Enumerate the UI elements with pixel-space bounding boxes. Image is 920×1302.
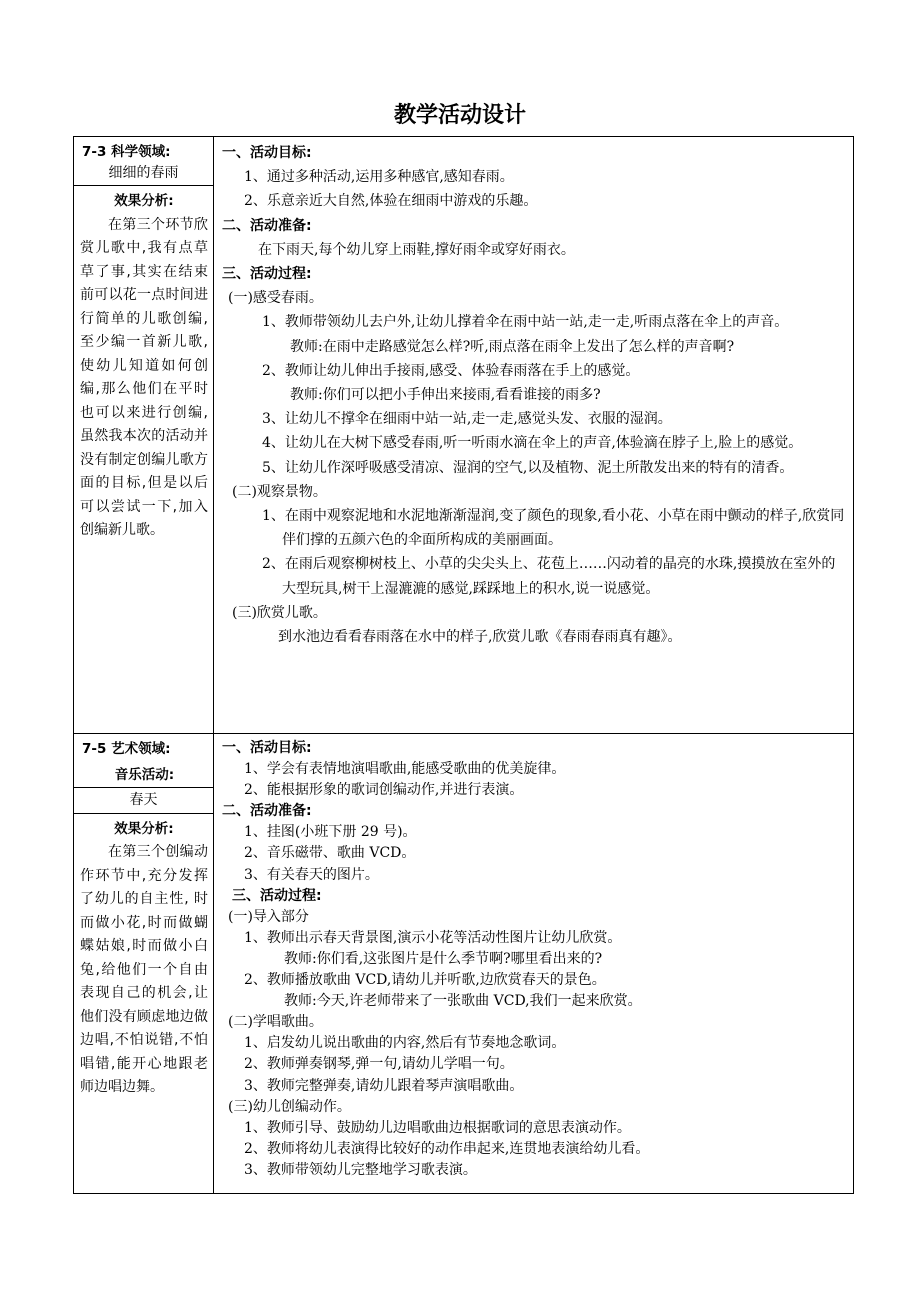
section-heading: 一、活动目标: — [222, 740, 312, 756]
page-title: 教学活动设计 — [393, 103, 526, 128]
domain-code: 7-5 艺术领域: — [82, 741, 171, 757]
step-item: 1、在雨中观察泥地和水泥地渐渐湿润,变了颜色的现象,看小花、小草在雨中颤动的样子,欣赏同伴们撑的五颜六色的伞面所构成的美丽画面。 — [262, 508, 845, 549]
prep-text: 在下雨天,每个幼儿穿上雨鞋,撑好雨伞或穿好雨衣。 — [258, 241, 575, 258]
right-cell — [214, 734, 854, 1194]
section-heading: 三、活动过程: — [222, 266, 312, 283]
step-item: 1、启发幼儿说出歌曲的内容,然后有节奏地念歌词。 — [244, 1035, 566, 1052]
left-cell — [74, 734, 214, 1194]
activity-name: 细细的春雨 — [108, 164, 179, 181]
teacher-line: 教师:在雨中走路感觉怎么样?听,雨点落在雨伞上发出了怎么样的声音啊? — [290, 338, 735, 355]
step-item: 4、让幼儿在大树下感受春雨,听一听雨水滴在伞上的声音,体验滴在脖子上,脸上的感觉。 — [262, 435, 803, 452]
right-cell — [214, 137, 854, 734]
step-item: 3、让幼儿不撑伞在细雨中站一站,走一走,感觉头发、衣服的湿润。 — [262, 411, 672, 428]
effect-title: 效果分析: — [114, 193, 174, 209]
left-cell — [74, 137, 214, 734]
teacher-line: 教师:你们可以把小手伸出来接雨,看看谁接的雨多? — [290, 387, 601, 404]
domain-code: 7-3 科学领域: — [82, 144, 171, 160]
step-item: 3、教师带领幼儿完整地学习歌表演。 — [244, 1161, 477, 1178]
step-item: 2、教师弹奏钢琴,弹一句,请幼儿学唱一句。 — [244, 1056, 514, 1073]
goal-item: 1、学会有表情地演唱歌曲,能感受歌曲的优美旋律。 — [244, 761, 566, 778]
step-item: 2、在雨后观察柳树枝上、小草的尖尖头上、花苞上……闪动着的晶亮的水珠,摸摸放在室外的大型玩具,树干上湿漉漉的感觉,踩踩地上的积水,说一说感觉。 — [262, 556, 836, 597]
activity-table — [73, 136, 854, 1194]
material-item: 2、音乐磁带、歌曲 VCD。 — [244, 845, 416, 862]
phase-heading: (一)导入部分 — [228, 908, 309, 925]
phase-heading: (一)感受春雨。 — [228, 290, 323, 307]
step-item: 1、教师出示春天背景图,演示小花等活动性图片让幼儿欣赏。 — [244, 929, 622, 946]
section-heading: 三、活动过程: — [232, 887, 322, 904]
effect-analysis — [74, 185, 213, 549]
phase-heading: (二)学唱歌曲。 — [228, 1014, 323, 1031]
effect-body: 在第三个环节欣赏儿歌中,我有点草草了事,其实在结束前可以花一点时间进行简单的儿歌创编,至少编一首新儿歌,使幼儿知道如何创编,那么他们在平时也可以来进行创编,虽然我本次的活动并没有制定创编儿歌方面的目标,但是以后可以尝试一下,加入创编新儿歌。 — [80, 216, 208, 538]
goal-item: 2、能根据形象的歌词创编动作,并进行表演。 — [244, 782, 524, 799]
effect-body: 在第三个创编动作环节中,充分发挥了幼儿的自主性, 时而做小花,时而做蝴蝶姑娘,时而做小白兔,给他们一个自由表现自己的机会,让他们没有顾虑地边做边唱,不怕说错,不怕唱错,能开心地跟老师边唱边舞。 — [80, 844, 208, 1095]
section-heading: 二、活动准备: — [222, 217, 312, 234]
step-item: 2、教师播放歌曲 VCD,请幼儿并听歌,边欣赏春天的景色。 — [244, 972, 606, 989]
material-item: 1、挂图(小班下册 29 号)。 — [244, 824, 417, 841]
phase-heading: (二)观察景物。 — [232, 483, 327, 500]
activity-row-science — [74, 137, 854, 734]
material-item: 3、有关春天的图片。 — [244, 866, 379, 883]
step-item: 到水池边看看春雨落在水中的样子,欣赏儿歌《春雨春雨真有趣》。 — [278, 629, 682, 646]
activity-name: 春天 — [74, 787, 213, 813]
teacher-line: 教师:今天,许老师带来了一张歌曲 VCD,我们一起来欣赏。 — [284, 993, 642, 1010]
step-item: 2、教师将幼儿表演得比较好的动作串起来,连贯地表演给幼儿看。 — [244, 1140, 650, 1157]
step-item: 1、教师带领幼儿去户外,让幼儿撑着伞在雨中站一站,走一走,听雨点落在伞上的声音。 — [262, 314, 789, 331]
goal-item: 1、通过多种活动,运用多种感官,感知春雨。 — [244, 169, 514, 186]
step-item: 1、教师引导、鼓励幼儿边唱歌曲边根据歌词的意思表演动作。 — [244, 1119, 631, 1136]
goal-item: 2、乐意亲近大自然,体验在细雨中游戏的乐趣。 — [244, 193, 538, 210]
teacher-line: 教师:你们看,这张图片是什么季节啊?哪里看出来的? — [284, 950, 603, 967]
effect-title: 效果分析: — [114, 820, 174, 837]
phase-heading: (三)幼儿创编动作。 — [228, 1098, 351, 1115]
section-heading: 一、活动目标: — [222, 145, 312, 161]
step-item: 2、教师让幼儿伸出手接雨,感受、体验春雨落在手上的感觉。 — [262, 362, 640, 379]
effect-analysis — [74, 813, 213, 1106]
activity-row-art — [74, 734, 854, 1194]
phase-heading: (三)欣赏儿歌。 — [232, 604, 327, 621]
step-item: 5、让幼儿作深呼吸感受清凉、湿润的空气,以及植物、泥土所散发出来的特有的清香。 — [262, 459, 794, 476]
step-item: 3、教师完整弹奏,请幼儿跟着琴声演唱歌曲。 — [244, 1077, 524, 1094]
domain-sub: 音乐活动: — [114, 766, 175, 783]
section-heading: 二、活动准备: — [222, 803, 312, 820]
